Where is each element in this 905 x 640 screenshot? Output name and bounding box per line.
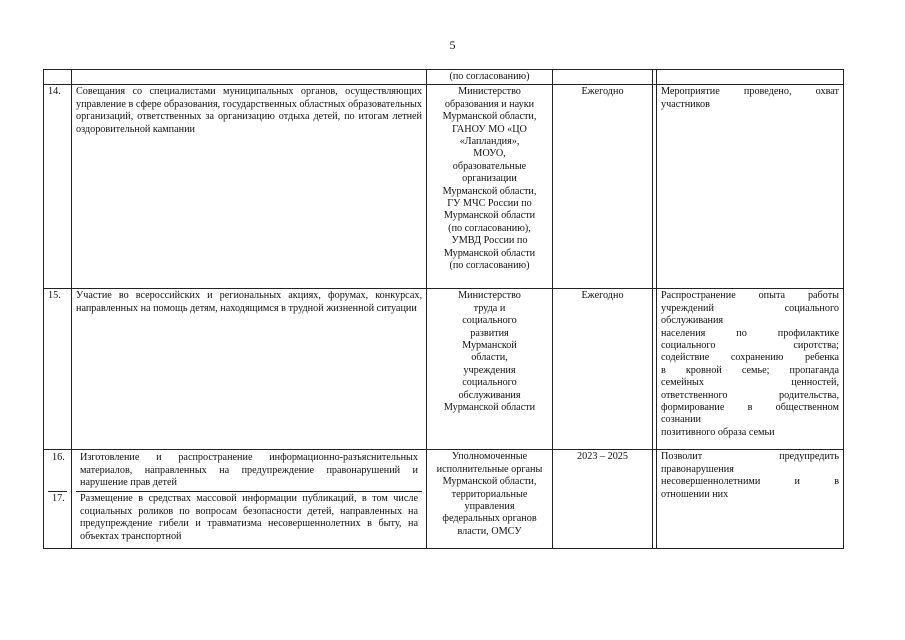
result-cell: [657, 289, 844, 450]
row-number-17: 17.: [48, 491, 67, 506]
executor-line: Мурманской области,: [442, 185, 537, 197]
result-cell: Мероприятие проведено, охват участников: [657, 85, 844, 289]
executor-line: Мурманской области: [443, 402, 536, 414]
executor-line: области,: [471, 352, 508, 364]
table-row-16-17: [44, 450, 844, 549]
executor-line: власти, ОМСУ: [457, 525, 522, 537]
table-row-15: [44, 289, 844, 450]
page-number: 5: [449, 38, 456, 52]
term-cell: 2023 – 2025: [553, 450, 653, 549]
executor-line: труда и: [473, 302, 506, 314]
result-cell: [657, 70, 844, 85]
result-line: учреждений социального: [661, 302, 839, 314]
result-line: семейных ценностей,: [661, 377, 839, 389]
table-row-14: [44, 85, 844, 289]
executor-line: Мурманской области: [443, 247, 536, 259]
result-line: правонарушения: [661, 463, 734, 475]
executor-cell: [427, 289, 553, 450]
result-line: населения по профилактике: [661, 327, 839, 339]
result-line: содействие сохранению ребенка: [661, 352, 839, 364]
result-line: социального сиротства;: [661, 340, 839, 352]
executor-cell: (по согласованию): [427, 70, 553, 85]
result-line: сознании: [661, 414, 701, 426]
result-line: формирование в общественном: [661, 402, 839, 414]
executor-line: «Лапландия»,: [459, 136, 520, 148]
term-cell: Ежегодно: [553, 289, 653, 450]
result-cell: [657, 450, 844, 549]
executor-line: Уполномоченные: [451, 451, 528, 463]
term-cell: [553, 70, 653, 85]
executor-line: ГАНОУ МО «ЦО: [452, 123, 527, 135]
event-cell: [72, 70, 427, 85]
executor-line: федеральных органов: [442, 513, 537, 525]
executor-line: образования и науки: [444, 98, 535, 110]
row-number-cell: [44, 70, 72, 85]
event-16: Изготовление и распространение информационно-разъяснительных материалов, направленных на предупреждение правонарушений и нарушение прав детей: [80, 452, 418, 489]
table-row-continuation: [44, 70, 844, 85]
executor-line: Мурманской области,: [442, 476, 537, 488]
result-line: в кровной семье; пропаганда: [661, 364, 839, 376]
term-cell: Ежегодно: [553, 85, 653, 289]
executor-cell: [427, 450, 553, 549]
executor-line: ГУ МЧС России по: [447, 198, 532, 210]
executor-line: образовательные: [452, 160, 527, 172]
result-line: обслуживания: [661, 315, 724, 327]
executor-line: социального: [462, 377, 517, 389]
executor-line: организации: [462, 173, 517, 185]
executor-line: территориальные: [451, 488, 528, 500]
executor-line: развития: [470, 327, 509, 339]
measures-table: [43, 69, 844, 549]
row-number-16: 16.: [52, 452, 65, 464]
executor-line: (по согласованию): [449, 260, 530, 272]
event-cell: [72, 450, 427, 549]
executor-line: учреждения: [463, 364, 516, 376]
executor-line: управления: [464, 501, 515, 513]
result-line: Позволит предупредить: [661, 451, 839, 463]
executor-line: исполнительные органы: [436, 463, 543, 475]
executor-line: Мурманской области: [443, 210, 536, 222]
event-cell: Совещания со специалистами муниципальных органов, осуществляющих управление в сфере образования, государственных областных образовательных организаций, ответственных за организацию отдыха детей, по итогам летней оздоровительной кампании: [72, 85, 427, 289]
row-number-cell: 15.: [44, 289, 72, 450]
executor-line: Министерство: [458, 290, 521, 302]
result-line: отношении них: [661, 488, 729, 500]
result-line: позитивного образа семьи: [661, 426, 775, 438]
event-cell: Участие во всероссийских и региональных акциях, форумах, конкурсах, направленных на помощь детям, находящимся в трудной жизненной ситуации: [72, 289, 427, 450]
row-number-cell: 14.: [44, 85, 72, 289]
executor-line: обслуживания: [458, 389, 521, 401]
executor-line: МОУО,: [473, 148, 506, 160]
executor-cell: [427, 85, 553, 289]
row-number-cell: [44, 450, 72, 549]
executor-line: социального: [462, 315, 517, 327]
executor-line: Мурманской области,: [442, 111, 537, 123]
executor-line: Мурманской: [462, 340, 517, 352]
result-line: ответственного родительства,: [661, 389, 839, 401]
result-line: несовершеннолетними и в: [661, 476, 839, 488]
executor-line: (по согласованию),: [448, 222, 531, 234]
result-line: Распространение опыта работы: [661, 290, 839, 302]
executor-line: УМВД России по: [451, 235, 528, 247]
executor-line: Министерство: [458, 86, 521, 98]
event-17: Размещение в средствах массовой информации публикаций, в том числе социальных роликов по вопросам безопасности детей, направленных на предупреждение гибели и травматизма несовершеннолетних в быту, на объектах транспортной: [76, 491, 422, 544]
